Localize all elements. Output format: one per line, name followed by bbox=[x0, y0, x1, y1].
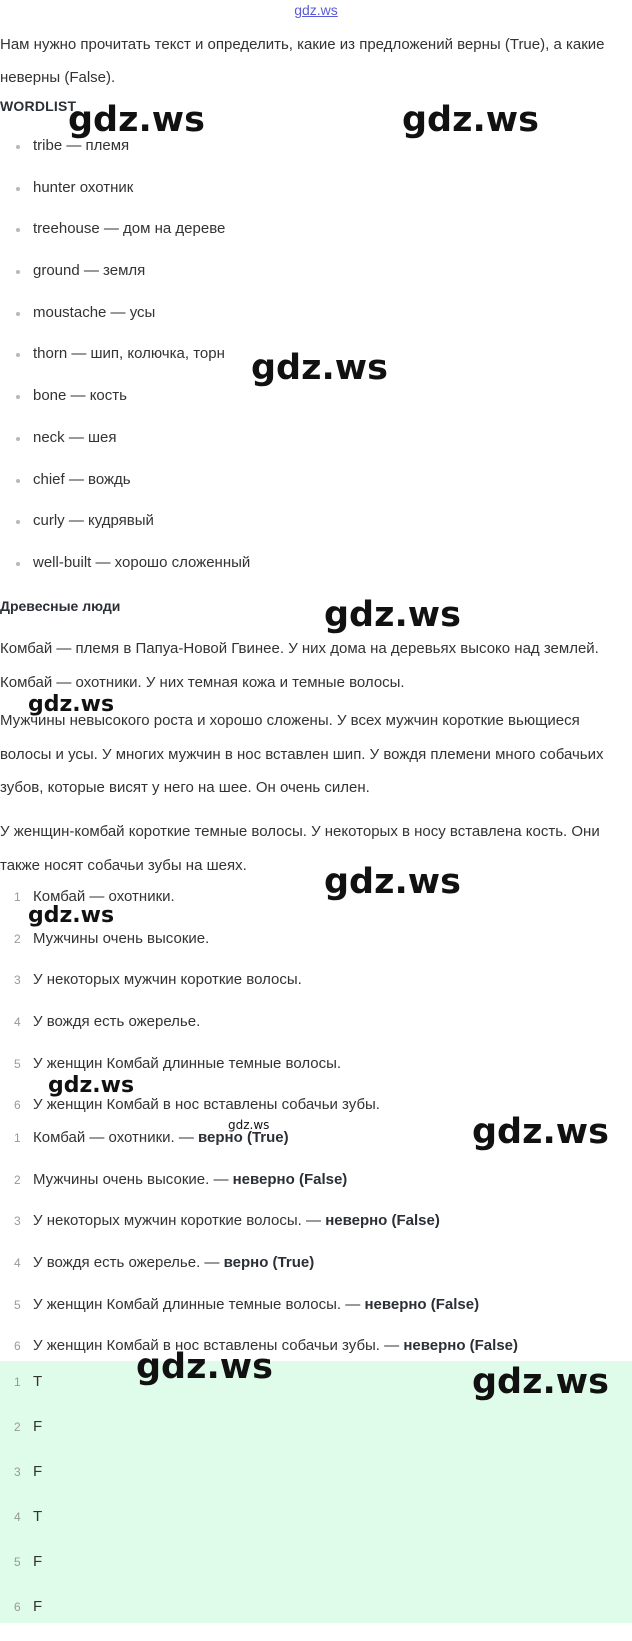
question-text: У женщин Комбай в нос вставлены собачьи зубы. bbox=[33, 1096, 380, 1114]
answer-item bbox=[0, 1252, 518, 1294]
wordlist-item: moustache — усы bbox=[0, 302, 250, 344]
wordlist-heading: WORDLIST bbox=[0, 98, 77, 114]
watermark: gdz.ws bbox=[324, 862, 461, 902]
item-number: 1 bbox=[14, 890, 21, 904]
item-number: 3 bbox=[14, 973, 21, 988]
watermark: gdz.ws bbox=[28, 692, 115, 717]
answer-verdict: неверно (False) bbox=[403, 1337, 518, 1355]
wordlist-item: well-built — хорошо сложенный bbox=[0, 552, 250, 594]
wordlist-item: curly — кудрявый bbox=[0, 510, 250, 552]
short-answer-value: F bbox=[33, 1463, 43, 1480]
watermark: gdz.ws bbox=[28, 903, 115, 928]
answer-verdict: неверно (False) bbox=[232, 1170, 348, 1188]
item-number: 2 bbox=[14, 931, 21, 946]
short-answer-value: F bbox=[33, 1418, 43, 1435]
wordlist-item: hunter охотник bbox=[0, 177, 250, 219]
watermark: gdz.ws bbox=[136, 1347, 273, 1387]
item-number: 5 bbox=[14, 1056, 21, 1071]
item-number: 4 bbox=[14, 1256, 21, 1271]
watermark: gdz.ws bbox=[472, 1112, 609, 1152]
story-paragraph: Мужчины невысокого роста и хорошо сложены. У всех мужчин короткие вьющиеся волосы и усы. У многих мужчин в нос вставлен шип. У вождя племени много собачьих зубов, которые висят у него на шее. Он очень силен. bbox=[0, 712, 604, 796]
question-text: У женщин Комбай длинные темные волосы. bbox=[33, 1054, 342, 1072]
question-item bbox=[0, 886, 380, 928]
story-paragraph: У женщин-комбай короткие темные волосы. У некоторых в носу вставлена кость. Они также носят собачьи зубы на шеях. bbox=[0, 823, 600, 874]
watermark: gdz.ws bbox=[68, 100, 205, 140]
item-number: 5 bbox=[14, 1297, 21, 1312]
story-paragraph: Комбай — племя в Папуа-Новой Гвинее. У них дома на деревьях высоко над землей. Комбай — охотники. У них темная кожа и темные волосы. bbox=[0, 640, 599, 691]
item-number: 1 bbox=[14, 1131, 21, 1145]
short-answer-item bbox=[0, 1371, 42, 1416]
short-answer-item bbox=[0, 1596, 42, 1641]
item-number: 6 bbox=[14, 1339, 21, 1354]
answer-text: У вождя есть ожерелье. — bbox=[33, 1254, 220, 1272]
answer-text: У женщин Комбай в нос вставлены собачьи зубы. — bbox=[33, 1337, 400, 1355]
questions-list bbox=[0, 886, 380, 1136]
watermark: gdz.ws bbox=[402, 100, 539, 140]
wordlist-item: thorn — шип, колючка, торн bbox=[0, 343, 250, 385]
answer-verdict: верно (True) bbox=[198, 1129, 289, 1146]
question-item bbox=[0, 1053, 380, 1095]
short-answer-value: T bbox=[33, 1508, 43, 1525]
short-answers-list bbox=[0, 1371, 42, 1641]
short-answer-item bbox=[0, 1416, 42, 1461]
short-answer-item bbox=[0, 1506, 42, 1551]
answer-item bbox=[0, 1210, 518, 1252]
answers-list bbox=[0, 1127, 518, 1377]
short-answer-value: T bbox=[33, 1373, 43, 1390]
answer-text: Мужчины очень высокие. — bbox=[33, 1170, 229, 1188]
short-answer-item bbox=[0, 1551, 42, 1596]
item-number: 2 bbox=[14, 1172, 21, 1187]
watermark: gdz.ws bbox=[228, 1118, 270, 1132]
item-number: 4 bbox=[14, 1015, 21, 1030]
answer-item bbox=[0, 1127, 518, 1169]
wordlist-item: neck — шея bbox=[0, 427, 250, 469]
short-answers-box bbox=[0, 1361, 632, 1623]
short-answer-value: F bbox=[33, 1553, 43, 1570]
answer-verdict: верно (True) bbox=[223, 1254, 315, 1272]
wordlist-item: tribe — племя bbox=[0, 135, 250, 177]
watermark: gdz.ws bbox=[251, 348, 388, 388]
watermark: gdz.ws bbox=[324, 595, 461, 635]
question-item bbox=[0, 969, 380, 1011]
item-number: 1 bbox=[14, 1375, 21, 1389]
question-item bbox=[0, 1011, 380, 1053]
item-number: 3 bbox=[14, 1214, 21, 1229]
answer-text: У женщин Комбай длинные темные волосы. — bbox=[33, 1295, 361, 1313]
item-number: 6 bbox=[14, 1098, 21, 1113]
question-text: У вождя есть ожерелье. bbox=[33, 1013, 201, 1031]
question-item bbox=[0, 928, 380, 970]
wordlist-item: bone — кость bbox=[0, 385, 250, 427]
wordlist bbox=[0, 135, 250, 594]
answer-verdict: неверно (False) bbox=[325, 1212, 440, 1230]
question-text: Комбай — охотники. bbox=[33, 888, 175, 905]
site-link[interactable]: gdz.ws bbox=[294, 2, 338, 18]
watermark: gdz.ws bbox=[472, 1362, 609, 1402]
story-heading: Древесные люди bbox=[0, 598, 121, 614]
answer-text: У некоторых мужчин короткие волосы. — bbox=[33, 1212, 322, 1230]
short-answer-value: F bbox=[33, 1598, 43, 1615]
wordlist-item: treehouse — дом на дереве bbox=[0, 218, 250, 260]
answer-verdict: неверно (False) bbox=[364, 1295, 480, 1313]
answer-text: Комбай — охотники. — bbox=[33, 1129, 194, 1146]
item-number: 6 bbox=[14, 1600, 21, 1614]
wordlist-item: ground — земля bbox=[0, 260, 250, 302]
answer-item bbox=[0, 1294, 518, 1336]
question-text: Мужчины очень высокие. bbox=[33, 929, 210, 947]
item-number: 2 bbox=[14, 1420, 21, 1434]
item-number: 4 bbox=[14, 1510, 21, 1524]
item-number: 3 bbox=[14, 1465, 21, 1479]
answer-item bbox=[0, 1169, 518, 1211]
intro-text: Нам нужно прочитать текст и определить, какие из предложений верны (True), а какие неверны (False). bbox=[0, 36, 605, 86]
item-number: 5 bbox=[14, 1555, 21, 1569]
question-text: У некоторых мужчин короткие волосы. bbox=[33, 971, 302, 989]
wordlist-item: chief — вождь bbox=[0, 469, 250, 511]
watermark: gdz.ws bbox=[48, 1073, 135, 1098]
short-answer-item bbox=[0, 1461, 42, 1506]
